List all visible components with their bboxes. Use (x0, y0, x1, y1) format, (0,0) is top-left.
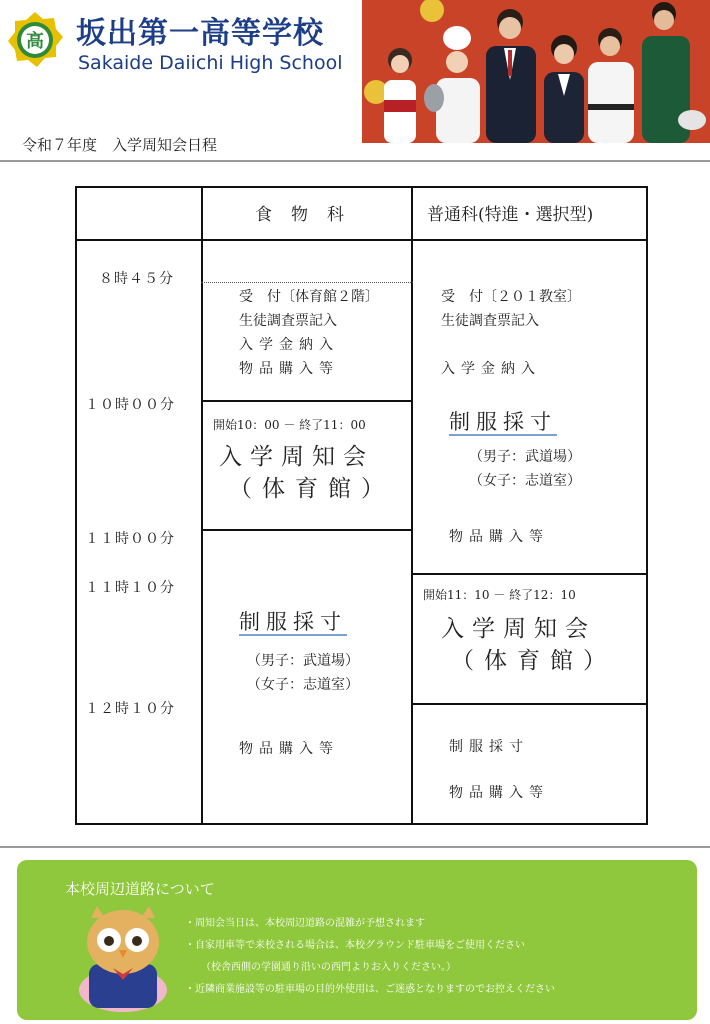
general-briefing-venue: （体育館） (451, 648, 616, 674)
column-header-general: 普通科(特進・選択型) (427, 205, 594, 225)
dotted-divider (201, 282, 413, 283)
general-divider-1 (411, 573, 648, 575)
notice-line-3: （校舎西側の学園通り沿いの西門よりお入りください。） (201, 962, 456, 973)
notice-line-1: ・周知会当日は、本校周辺道路の混雑が予想されます (185, 918, 425, 929)
school-name-jp: 坂出第一高等学校 (76, 16, 324, 51)
general-uniform-boys: （男子：武道場） (469, 449, 581, 465)
header-row-divider (77, 239, 646, 241)
road-notice-box (17, 860, 697, 1020)
school-emblem-logo (6, 10, 64, 70)
schedule-table (75, 186, 648, 825)
general-briefing-title: 入学周知会 (441, 616, 596, 642)
notice-line-2: ・自家用車等で来校される場合は、本校グラウンド駐車場をご使用ください (185, 940, 525, 951)
food-reception-line2: 生徒調査票記入 (239, 313, 337, 329)
general-reception-line1: 受 付〔２０１教室〕 (441, 289, 581, 305)
food-briefing-time: 開始10：00 － 終了11：00 (213, 418, 366, 432)
column-header-food: 食 物 科 (255, 205, 345, 225)
food-uniform-goods: 物品購入等 (239, 741, 339, 757)
time-1000: １０時００分 (85, 397, 175, 413)
page-header (0, 0, 710, 154)
general-briefing-time: 開始11：10 － 終了12：10 (423, 588, 576, 602)
owl-mascot-icon (67, 904, 179, 1014)
time-1210: １２時１０分 (85, 701, 175, 717)
general-uniform-girls: （女子：志道室） (469, 473, 581, 489)
food-reception-line1: 受 付〔体育館２階〕 (239, 289, 379, 305)
food-reception-line4: 物品購入等 (239, 361, 339, 377)
notice-title: 本校周辺道路について (65, 880, 215, 898)
general-uniform-title: 制服採寸 (449, 410, 557, 434)
schedule-subtitle: 令和７年度 入学周知会日程 (22, 136, 218, 154)
general-uniform-goods: 物品購入等 (449, 529, 549, 545)
svg-text:高: 高 (26, 31, 44, 52)
col-divider-1 (201, 188, 203, 823)
time-1100: １１時００分 (85, 531, 175, 547)
general-reception-line2: 生徒調査票記入 (441, 313, 539, 329)
header-divider (0, 160, 710, 162)
food-briefing-title: 入学周知会 (219, 444, 374, 470)
food-uniform-girls: （女子：志道室） (247, 677, 359, 693)
food-uniform-boys: （男子：武道場） (247, 653, 359, 669)
col-divider-2 (411, 188, 413, 823)
school-name-en: Sakaide Daiichi High School (78, 52, 343, 74)
time-0845: ８時４５分 (99, 271, 174, 287)
food-briefing-venue: （体育館） (229, 476, 394, 502)
footer-divider (0, 846, 710, 848)
general-after-line2: 物品購入等 (449, 785, 549, 801)
time-1110: １１時１０分 (85, 580, 175, 596)
food-uniform-title: 制服採寸 (239, 610, 347, 634)
general-reception-line3: 入学金納入 (441, 361, 541, 377)
notice-line-4: ・近隣商業施設等の駐車場の目的外使用は、ご迷惑となりますのでお控えください (185, 984, 555, 995)
food-divider-2 (201, 529, 413, 531)
general-after-line1: 制服採寸 (449, 739, 529, 755)
general-divider-2 (411, 703, 648, 705)
food-reception-line3: 入学金納入 (239, 337, 339, 353)
students-photo (362, 0, 710, 143)
food-divider-1 (201, 400, 413, 402)
